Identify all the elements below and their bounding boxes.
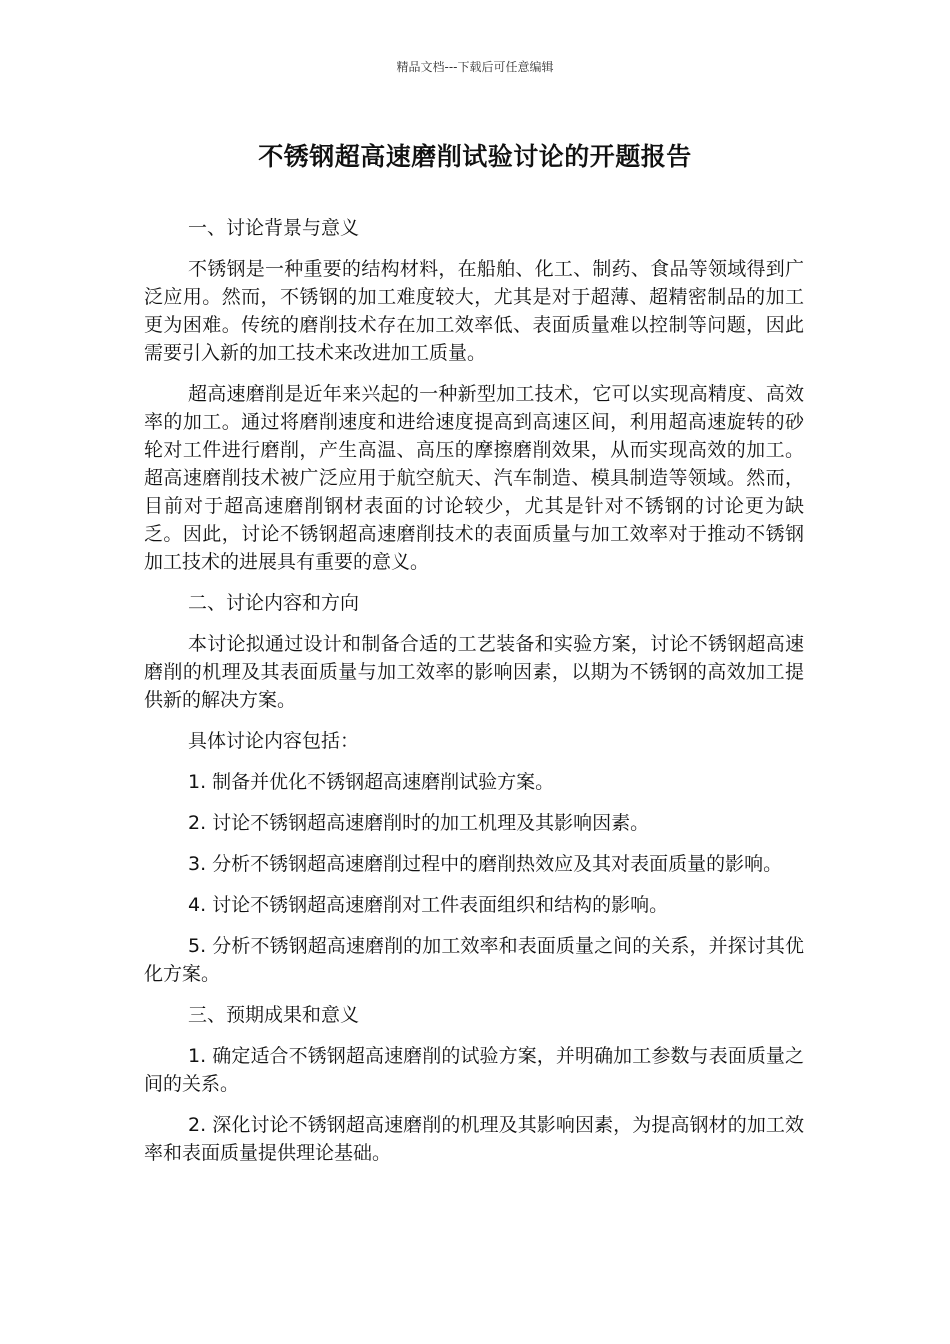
- list-item-outcome-1: 1. 确定适合不锈钢超高速磨削的试验方案，并明确加工参数与表面质量之间的关系。: [144, 1045, 804, 1095]
- section-heading-outcomes: 三、预期成果和意义: [188, 1004, 360, 1026]
- list-item-content-2: 2. 讨论不锈钢超高速磨削时的加工机理及其影响因素。: [188, 812, 650, 834]
- document-title: 不锈钢超高速磨削试验讨论的开题报告: [258, 142, 692, 171]
- paragraph-content-intro: 具体讨论内容包括：: [188, 730, 360, 752]
- list-item-content-4: 4. 讨论不锈钢超高速磨削对工件表面组织和结构的影响。: [188, 894, 669, 916]
- paragraph-stainless-intro: 不锈钢是一种重要的结构材料，在船舶、化工、制药、食品等领域得到广泛应用。然而，不锈钢的加工难度较大，尤其是对于超薄、超精密制品的加工更为困难。传统的磨削技术存在加工效率低、表面质量难以控制等问题，因此需要引入新的加工技术来改进加工质量。: [144, 258, 804, 364]
- list-item-content-3: 3. 分析不锈钢超高速磨削过程中的磨削热效应及其对表面质量的影响。: [188, 853, 783, 875]
- paragraph-research-plan: 本讨论拟通过设计和制备合适的工艺装备和实验方案，讨论不锈钢超高速磨削的机理及其表面质量与加工效率的影响因素，以期为不锈钢的高效加工提供新的解决方案。: [144, 633, 804, 711]
- section-heading-background: 一、讨论背景与意义: [188, 217, 360, 239]
- list-item-content-5: 5. 分析不锈钢超高速磨削的加工效率和表面质量之间的关系，并探讨其优化方案。: [144, 935, 804, 985]
- list-item-content-1: 1. 制备并优化不锈钢超高速磨削试验方案。: [188, 771, 555, 793]
- paragraph-high-speed-grinding: 超高速磨削是近年来兴起的一种新型加工技术，它可以实现高精度、高效率的加工。通过将磨削速度和进给速度提高到高速区间，利用超高速旋转的砂轮对工件进行磨削，产生高温、高压的摩擦磨削效果，从而实现高效的加工。超高速磨削技术被广泛应用于航空航天、汽车制造、模具制造等领域。然而，目前对于超高速磨削钢材表面的讨论较少，尤其是针对不锈钢的讨论更为缺乏。因此，讨论不锈钢超高速磨削技术的表面质量与加工效率对于推动不锈钢加工技术的进展具有重要的意义。: [144, 383, 804, 573]
- header-note: 精品文档---下载后可任意编辑: [396, 60, 554, 74]
- list-item-outcome-2: 2. 深化讨论不锈钢超高速磨削的机理及其影响因素，为提高钢材的加工效率和表面质量提供理论基础。: [144, 1114, 804, 1164]
- document-body: [144, 214, 804, 1180]
- section-heading-content: 二、讨论内容和方向: [188, 592, 360, 614]
